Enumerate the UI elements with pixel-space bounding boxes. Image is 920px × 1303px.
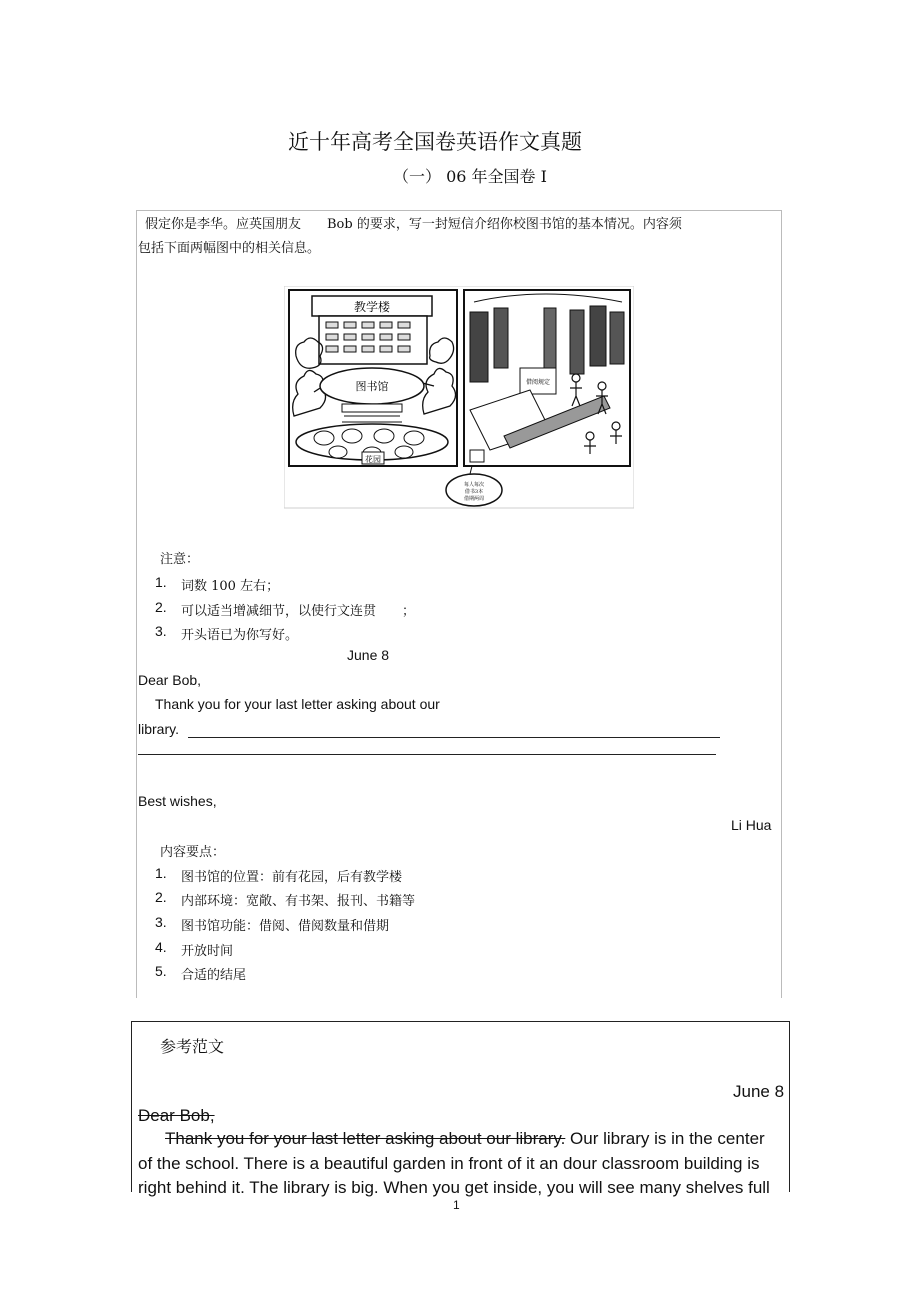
prompt-line-2: 包括下面两幅图中的相关信息。 — [138, 241, 321, 256]
letter-date: June 8 — [347, 647, 390, 663]
sign-label: 借阅规定 — [525, 379, 551, 386]
page-subtitle: （一） 06 年全国卷 I — [393, 167, 547, 186]
point-num-5: 5. — [155, 963, 167, 979]
sample-date: June 8 — [733, 1082, 785, 1101]
sample-struck-opening: Thank you for your last letter asking about our library. — [165, 1129, 566, 1148]
point-text-1: 图书馆的位置：前有花园，后有教学楼 — [181, 870, 403, 885]
desk-note-1: 每人每次 — [463, 482, 485, 488]
points-heading: 内容要点： — [160, 845, 226, 860]
desk-note-2: 借书3本 — [464, 489, 484, 495]
notes-heading: 注意： — [160, 552, 200, 567]
school-scene-panel — [289, 290, 457, 466]
sample-line-2: of the school. There is a beautiful garden in front of it an dour classroom building is — [138, 1154, 760, 1173]
letter-signature: Li Hua — [731, 817, 772, 833]
sample-line-1 — [165, 1129, 765, 1149]
letter-opening-cont: library. — [138, 721, 179, 737]
garden-label: 花园 — [365, 455, 381, 464]
library-label: 图书馆 — [355, 380, 389, 393]
letter-opening: Thank you for your last letter asking about our — [155, 696, 440, 712]
letter-closing: Best wishes, — [138, 793, 217, 809]
desk-note-3: 借期两周 — [463, 496, 485, 502]
point-text-2: 内部环境：宽敞、有书架、报刊、书籍等 — [181, 894, 416, 909]
answer-line-1 — [188, 737, 720, 738]
point-num-3: 3. — [155, 914, 167, 930]
sample-line-1-rest: Our library is in the center — [565, 1129, 765, 1148]
note-num-3: 3. — [155, 623, 167, 639]
sample-line-3: right behind it. The library is big. When you get inside, you will see many shelves full — [138, 1178, 770, 1197]
prompt-line-1: 假定你是李华。应英国朋友 Bob 的要求，写一封短信介绍你校图书馆的基本情况。内容须 — [145, 217, 682, 232]
answer-line-2 — [138, 754, 716, 755]
sample-greeting: Dear Bob, — [138, 1106, 215, 1125]
point-num-4: 4. — [155, 939, 167, 955]
note-text-2: 可以适当增减细节，以使行文连贯 ； — [181, 604, 416, 619]
point-text-5: 合适的结尾 — [181, 968, 247, 983]
letter-greeting: Dear Bob, — [138, 672, 202, 688]
page-number: 1 — [453, 1198, 460, 1212]
note-num-2: 2. — [155, 599, 167, 615]
note-num-1: 1. — [155, 574, 167, 590]
library-illustration — [284, 286, 634, 512]
note-text-3: 开头语已为你写好。 — [181, 628, 299, 643]
building-label: 教学楼 — [353, 300, 391, 314]
point-text-4: 开放时间 — [181, 944, 234, 959]
library-interior-panel — [464, 290, 630, 466]
point-text-3: 图书馆功能：借阅、借阅数量和借期 — [181, 919, 390, 934]
sample-heading: 参考范文 — [160, 1037, 225, 1056]
point-num-2: 2. — [155, 889, 167, 905]
page-title: 近十年高考全国卷英语作文真题 — [288, 130, 582, 154]
note-text-1: 词数 100 左右； — [181, 579, 280, 594]
point-num-1: 1. — [155, 865, 167, 881]
